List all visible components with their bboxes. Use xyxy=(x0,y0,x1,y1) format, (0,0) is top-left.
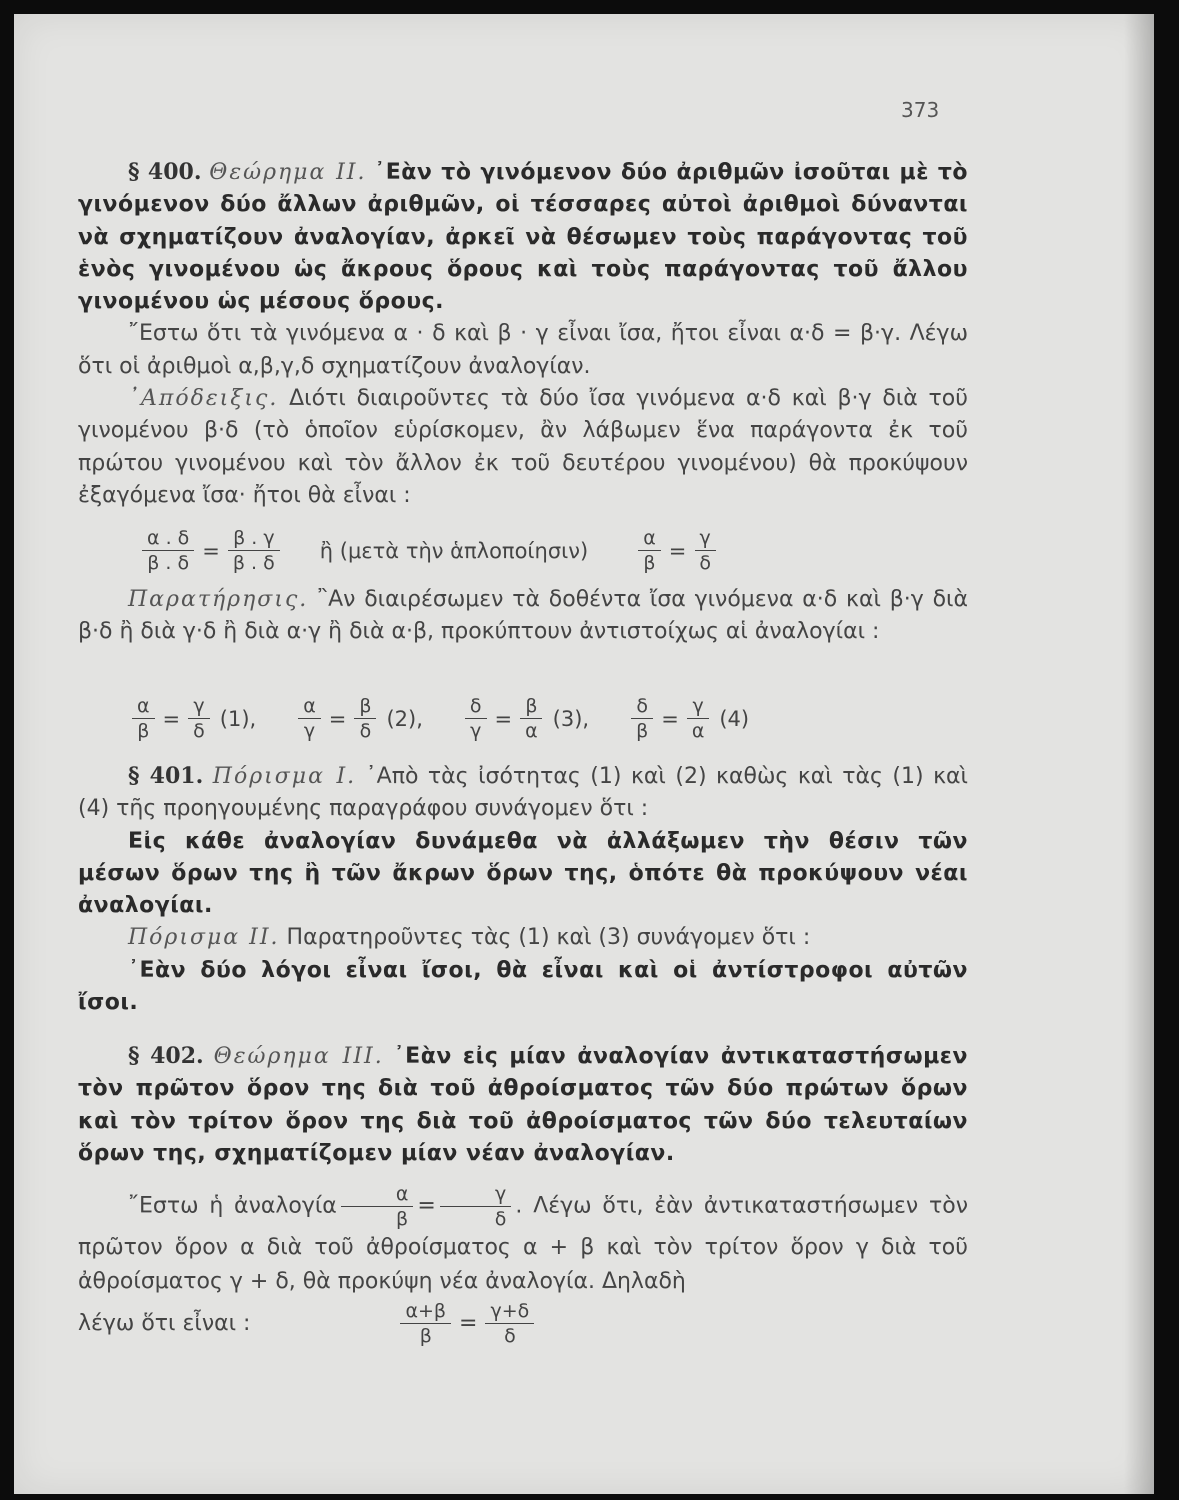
numerator: γ xyxy=(695,526,716,551)
fraction xyxy=(142,526,194,575)
denominator: γ xyxy=(470,720,482,742)
equals-sign: = xyxy=(459,1310,478,1336)
proof-paragraph xyxy=(78,383,968,512)
theorem-title: Θεώρημα ΙΙ. xyxy=(209,160,367,185)
remark-label: Παρατήρησις. xyxy=(128,587,309,612)
proportions-row xyxy=(78,694,1018,743)
corollary-1-statement: Εἰς κάθε ἀναλογίαν δυνάμεθα νὰ ἀλλάξωμεν τὴν θέσιν τῶν μέσων ὅρων της ἢ τῶν ἄκρων ὅρων της, ὁπότε θὰ προκύψουν νέαι ἀναλογίαι. xyxy=(78,828,968,919)
numerator: δ xyxy=(465,694,487,719)
numerator: α xyxy=(298,694,321,719)
numerator: γ+δ xyxy=(485,1299,534,1324)
fraction xyxy=(228,526,280,575)
remark-paragraph xyxy=(78,584,968,649)
section-400 xyxy=(78,156,968,512)
numerator: α xyxy=(341,1182,414,1207)
equals-sign: = xyxy=(202,538,220,563)
let-text-continued: . Λέγω ὅτι, ἐὰν ἀντικαταστήσωμεν τὸν πρῶτον ὅρον α διὰ τοῦ ἀθροίσματος α + β καὶ τὸν τρίτον ὅρον γ διὰ τοῦ ἀθροίσματος γ + δ, θὰ προκύψη νέα ἀναλογία. Δηλαδὴ xyxy=(78,1193,968,1295)
denominator: β xyxy=(636,720,649,742)
denominator: α xyxy=(525,720,538,742)
theorem-3-statement xyxy=(78,1040,968,1170)
denominator: β xyxy=(137,720,150,742)
equals-sign: = xyxy=(328,706,347,731)
equals-sign: = xyxy=(661,706,679,731)
denominator: δ xyxy=(699,552,711,574)
fraction xyxy=(298,694,321,743)
numerator: δ xyxy=(631,694,653,719)
equation-label: (4) xyxy=(719,706,750,731)
simplification-note: ἢ (μετὰ τὴν ἁπλοποίησιν) xyxy=(319,538,589,563)
numerator: α xyxy=(638,526,661,551)
corollary-2-statement: ᾿Εὰν δύο λόγοι εἶναι ἴσοι, θὰ εἶναι καὶ οἱ ἀντίστροφοι αὐτῶν ἴσοι. xyxy=(78,957,968,1016)
fraction xyxy=(520,694,543,743)
fraction xyxy=(188,694,210,743)
fraction xyxy=(485,1299,534,1348)
denominator: δ xyxy=(193,720,205,742)
equation-label: (2), xyxy=(386,706,423,731)
numerator: γ xyxy=(687,694,708,719)
equation-row-1 xyxy=(78,526,1028,575)
fraction xyxy=(631,694,653,743)
equals-sign: = xyxy=(162,706,181,731)
denominator: β xyxy=(419,1325,432,1348)
equals-sign: = xyxy=(668,538,687,563)
section-402 xyxy=(78,1040,968,1348)
fraction xyxy=(694,526,716,575)
numerator: α xyxy=(132,694,155,719)
corollary-title: Πόρισμα ΙΙ. xyxy=(128,925,280,951)
fraction xyxy=(400,1299,451,1348)
denominator: β xyxy=(643,552,656,574)
equals-sign: = xyxy=(494,706,513,731)
final-line xyxy=(78,1299,968,1348)
equation-label: (3), xyxy=(552,706,590,731)
denominator: β . δ xyxy=(147,552,190,574)
let-paragraph: ῎Εστω ὅτι τὰ γινόμενα α · δ καὶ β · γ εἶναι ἴσα, ἤτοι εἶναι α·δ = β·γ. Λέγω ὅτι οἱ ἀριθμοὶ α,β,γ,δ σχηματίζουν ἀναλογίαν. xyxy=(78,321,968,379)
corollary-2-intro xyxy=(78,922,968,954)
numerator: γ xyxy=(440,1182,511,1207)
section-number: § 402. xyxy=(128,1043,204,1069)
section-401 xyxy=(78,760,968,1019)
denominator: α xyxy=(691,720,705,742)
let-paragraph-402: ῎Εστω ἡ ἀναλογία $\frac{\alpha}{\beta}$ = $\frac{\gamma}{\delta}$ . Λέγω ὅτι, ἐὰν ἀντικαταστήσωμεν τὸν πρῶτον ὅρον α διὰ τοῦ ἀθροίσματος α + β καὶ τὸν τρίτον ὅρον γ διὰ τοῦ ἀθροίσματος γ + δ, θὰ προκύψη νέα ἀναλογία. Δηλαδὴ xyxy=(78,1183,968,1295)
proportion-3 xyxy=(461,694,589,743)
fraction xyxy=(132,694,155,743)
denominator: δ xyxy=(494,1208,507,1231)
corollary-1-intro xyxy=(78,760,968,826)
numerator: α+β xyxy=(400,1299,451,1324)
fraction xyxy=(341,1182,414,1231)
denominator: δ xyxy=(359,720,372,742)
denominator: γ xyxy=(303,720,316,742)
section-number: § 400. xyxy=(128,159,202,185)
section-number: § 401. xyxy=(128,763,204,789)
theorem-text: ᾿Εὰν εἰς μίαν ἀναλογίαν ἀντικαταστήσωμεν τὸν πρῶτον ὅρον της διὰ τοῦ ἀθροίσματος τῶν δύο πρώτων ὅρων καὶ τὸν τρίτον ὅρον της διὰ τοῦ ἀθροίσματος τῶν δύο τελευταίων ὅρων της, σχηματίζομεν μίαν νέαν ἀναλογίαν. xyxy=(78,1044,968,1166)
numerator: γ xyxy=(188,694,209,719)
equation-label: (1), xyxy=(219,706,257,731)
page-number: 373 xyxy=(901,98,940,122)
proof-label: ᾿Απόδειξις. xyxy=(128,386,279,412)
proportion-2 xyxy=(294,694,423,743)
denominator: β xyxy=(396,1208,409,1231)
proof-text: Διότι διαιροῦντες τὰ δύο ἴσα γινόμενα α·δ καὶ β·γ διὰ τοῦ γινομένου β·δ (τὸ ὁποῖον εὑρίσκομεν, ἂν λάβωμεν ἕνα παράγοντα ἐκ τοῦ πρώτου γινομένου καὶ τὸν ἄλλον ἐκ τοῦ δευτέρου γινομένου) θὰ προκύψουν ἐξαγόμενα ἴσα· ἤτοι θὰ εἶναι : xyxy=(78,386,968,508)
proportion-1 xyxy=(128,694,256,743)
fraction xyxy=(354,694,376,743)
numerator: β xyxy=(354,694,376,719)
denominator: δ xyxy=(504,1325,516,1348)
let-text: ῎Εστω ἡ ἀναλογία xyxy=(128,1193,337,1219)
numerator: β xyxy=(520,694,542,719)
fraction xyxy=(465,694,487,743)
corollary-text: ᾿Απὸ τὰς ἰσότητας (1) καὶ (2) καθὼς καὶ τὰς (1) καὶ (4) τῆς προηγουμένης παραγράφου συνάγομεν ὅτι : xyxy=(78,764,968,822)
corollary-text: Παρατηροῦντες τὰς (1) καὶ (3) συνάγομεν ὅτι : xyxy=(286,925,811,951)
book-page xyxy=(14,14,1154,1494)
theorem-title: Θεώρημα ΙΙΙ. xyxy=(213,1044,384,1069)
numerator: α . δ xyxy=(142,526,194,551)
theorem-text: ᾿Εὰν τὸ γινόμενον δύο ἀριθμῶν ἰσοῦται μὲ τὸ γινόμενον δύο ἄλλων ἀριθμῶν, οἱ τέσσαρες αὐτοὶ ἀριθμοὶ δύνανται νὰ σχηματίζουν ἀναλογίαν, ἀρκεῖ νὰ θέσωμεν τοὺς παράγοντας τοῦ ἑνὸς γινομένου ὡς ἄκρους ὅρους καὶ τοὺς παράγοντας τοῦ ἄλλου γινομένου ὡς μέσους ὅρους. xyxy=(78,160,969,315)
theorem-2-statement xyxy=(78,156,968,318)
page-spine-shadow xyxy=(1124,14,1154,1494)
remark-block xyxy=(78,584,968,649)
numerator: β . γ xyxy=(228,526,280,551)
corollary-title: Πόρισμα Ι. xyxy=(212,764,357,789)
say-text: λέγω ὅτι εἶναι : xyxy=(78,1310,251,1336)
fraction xyxy=(638,526,661,575)
proportion-4 xyxy=(627,694,749,743)
fraction xyxy=(440,1182,512,1231)
denominator: β . δ xyxy=(232,552,275,574)
remark-text: ῍Αν διαιρέσωμεν τὰ δοθέντα ἴσα γινόμενα α·δ καὶ β·γ διὰ β·δ ἢ διὰ γ·δ ἢ διὰ α·γ ἢ διὰ α·β, προκύπτουν ἀντιστοίχως αἱ ἀναλογίαι : xyxy=(78,587,968,645)
fraction xyxy=(687,694,710,743)
